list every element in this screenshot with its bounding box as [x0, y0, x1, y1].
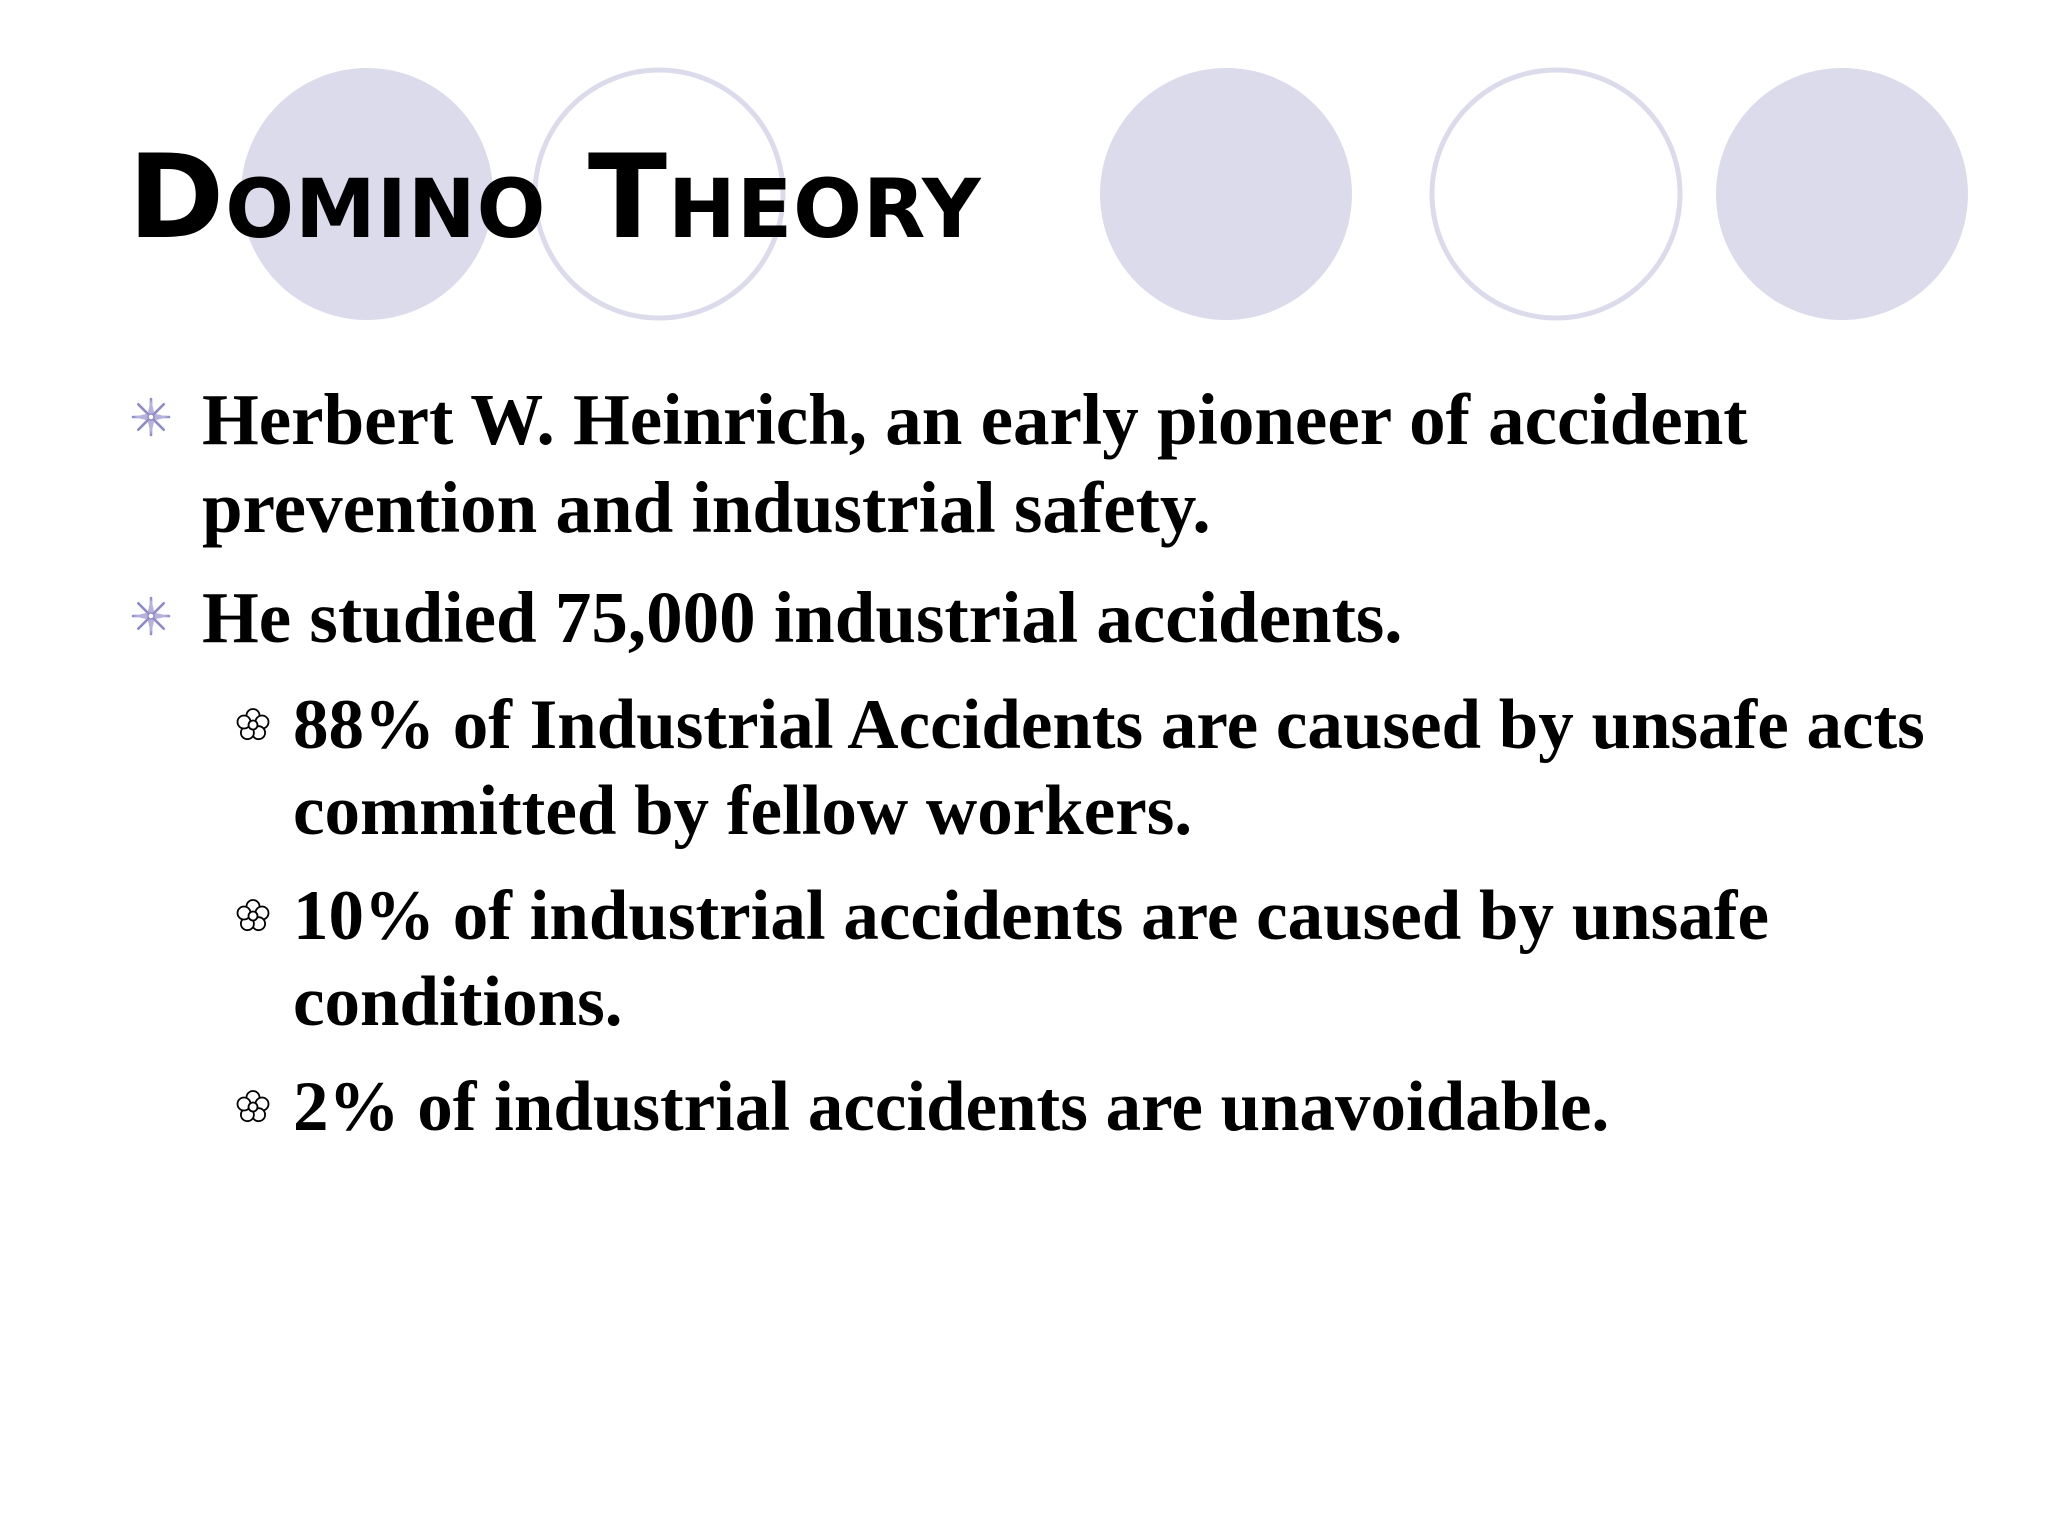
sub-bullet-text: 10% of industrial accidents are caused by unsafe conditions.	[293, 877, 1769, 1041]
bullet-item	[202, 376, 1962, 552]
sub-bullet-text: 88% of Industrial Accidents are caused by unsafe acts committed by fellow workers.	[293, 686, 1925, 850]
sub-bullet-text: 2% of industrial accidents are unavoidable.	[293, 1068, 1610, 1146]
sub-bullet-item	[293, 873, 1993, 1045]
bullet-text: Herbert W. Heinrich, an early pioneer of accident prevention and industrial safety.	[202, 379, 1748, 548]
slide-title: Domino Theory	[128, 130, 982, 265]
sub-bullet-item	[293, 1064, 1993, 1150]
bullet-item	[202, 574, 1962, 662]
sub-bullet-item	[293, 682, 1993, 854]
eight-point-star-icon	[130, 595, 172, 637]
flower-icon	[234, 897, 272, 935]
eight-point-star-icon	[130, 396, 172, 438]
flower-icon	[234, 1088, 272, 1126]
bullet-text: He studied 75,000 industrial accidents.	[202, 577, 1403, 658]
flower-icon	[234, 706, 272, 744]
